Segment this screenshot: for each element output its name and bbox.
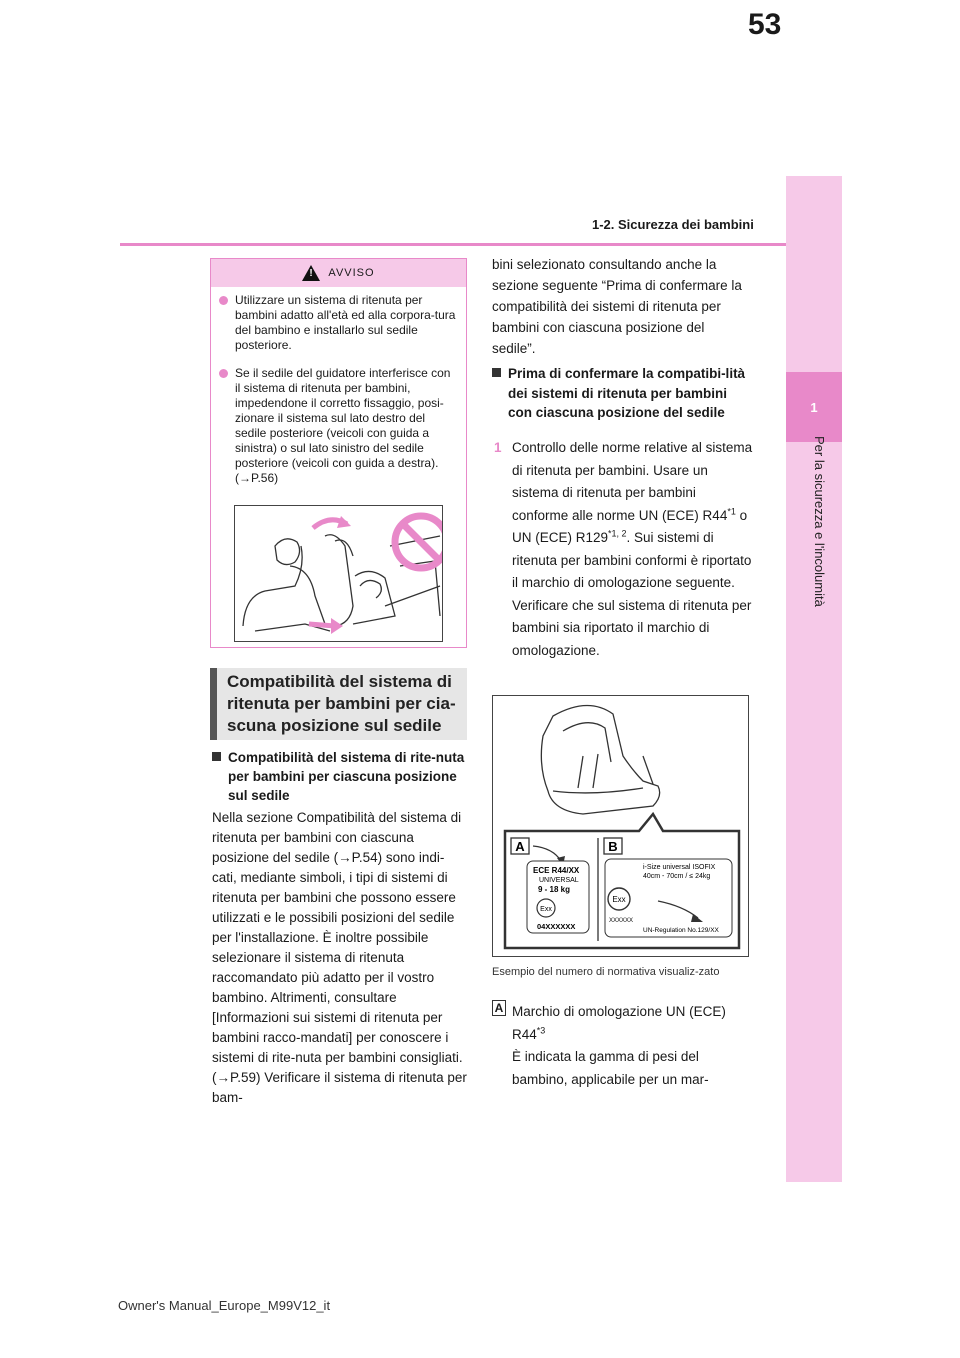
footer: Owner's Manual_Europe_M99V12_it [118,1298,331,1313]
side-strip [786,176,842,1182]
svg-text:XXXXXX: XXXXXX [609,918,634,924]
square-bullet-icon [212,752,221,761]
svg-text:Exx: Exx [612,895,626,904]
figure-label-b: B [608,839,618,854]
warning-bullet: Utilizzare un sistema di ritenuta per bambini adatto all'età ed alla corpora-tura del bambino e installarlo sul sedile posteriore. [219,293,459,353]
bullet-dot-icon [219,296,228,305]
svg-text:Exx: Exx [540,906,552,913]
svg-text:ECE R44/XX: ECE R44/XX [533,866,580,875]
warning-title: AVVISO [328,267,375,279]
header-rule [120,243,786,246]
seat-interference-illustration [235,506,442,641]
warning-header [211,259,466,287]
svg-text:i-Size universal ISOFIX: i-Size universal ISOFIX [643,864,716,871]
figure-label-a: A [515,839,525,854]
right-subheading: Prima di confermare la compatibi-lità dei sistemi di ritenuta per bambini con ciascuna posizione del sedile [492,364,750,423]
warning-triangle-icon: ! [302,265,320,281]
svg-text:40cm - 70cm / ≤ 24kg: 40cm - 70cm / ≤ 24kg [643,873,711,880]
square-bullet-icon [492,368,501,377]
step-number: 1 [494,440,502,455]
item-a-text: Marchio di omologazione UN (ECE) R44$^{*3}$ È indicata la gamma di pesi del bambino, applicabile per un mar- [512,1004,726,1087]
section-heading-block [210,668,467,740]
svg-text:04XXXXXX: 04XXXXXX [537,922,576,931]
section-title: 1-2. Sicurezza dei bambini [592,217,754,232]
page-number: 53 [748,8,782,41]
right-paragraph: bini selezionato consultando anche la sezione seguente “Prima di confermare la compatibilità dei sistemi di ritenuta per bambini con ciascuna posizione del sedile”. [492,257,742,356]
svg-text:9 - 18 kg: 9 - 18 kg [538,885,571,894]
svg-text:UNIVERSAL: UNIVERSAL [539,877,579,884]
step-1 [492,437,754,662]
chapter-label: Per la sicurezza e l'incolumità [812,436,827,607]
figure-caption: Esempio del numero di normativa visualiz-zato [492,966,720,978]
warning-bullet: Se il sedile del guidatore interferisce con il sistema di ritenuta per bambini, impedendone il corretto fissaggio, posi-zionare il sistema sul lato destro del sedile posteriore (veicoli con guida a sinistra) o sul lato sinistro del sedile posteriore (veicoli con guida a destra). (→P.56) [219,366,459,486]
section-heading: Compatibilità del sistema di ritenuta per bambini per cia-scuna posizione sul sedile [227,672,456,735]
svg-text:UN-Regulation No.129/XX: UN-Regulation No.129/XX [643,927,719,934]
left-subheading: Compatibilità del sistema di rite-nuta per bambini per ciascuna posizione sul sedile [212,748,468,805]
child-seat-figure [493,696,748,956]
left-paragraph: Nella sezione Compatibilità del sistema di ritenuta per bambini con ciascuna posizione del sedile (→P.54) sono indi-cati, mediante simboli, i tipi di sistemi di ritenuta per bambini che possono essere utilizzati e le possibili posizioni del sedile per l'installazione. È inoltre possibile selezionare il sistema di ritenuta raccomandato più adatto per il vostro bambino. Altrimenti, consultare [Informazioni sui sistemi di ritenuta per bambini racco-mandati] per conoscere i sistemi di rite-nuta per bambini consigliati. (→P.59) Verificare il sistema di ritenuta per bam- [212,810,467,1105]
warning-illustration [234,505,443,642]
item-label-a: A [492,1000,506,1016]
bullet-dot-icon [219,369,228,378]
chapter-tab[interactable]: 1 [786,372,842,442]
approval-mark-figure [492,695,749,957]
step-text: Controllo delle norme relative al sistema di ritenuta per bambini. Usare un sistema di ritenuta per bambini conforme alle norme UN (ECE) R44$^{*1}$ o UN (ECE) R129$^{*1, 2}$. Sui sistemi di ritenuta per bambini conformi è riportato il marchio di omologazione seguente. Verificare che sul sistema di ritenuta per bambini sia riportato il marchio di omologazione. [512,440,753,658]
